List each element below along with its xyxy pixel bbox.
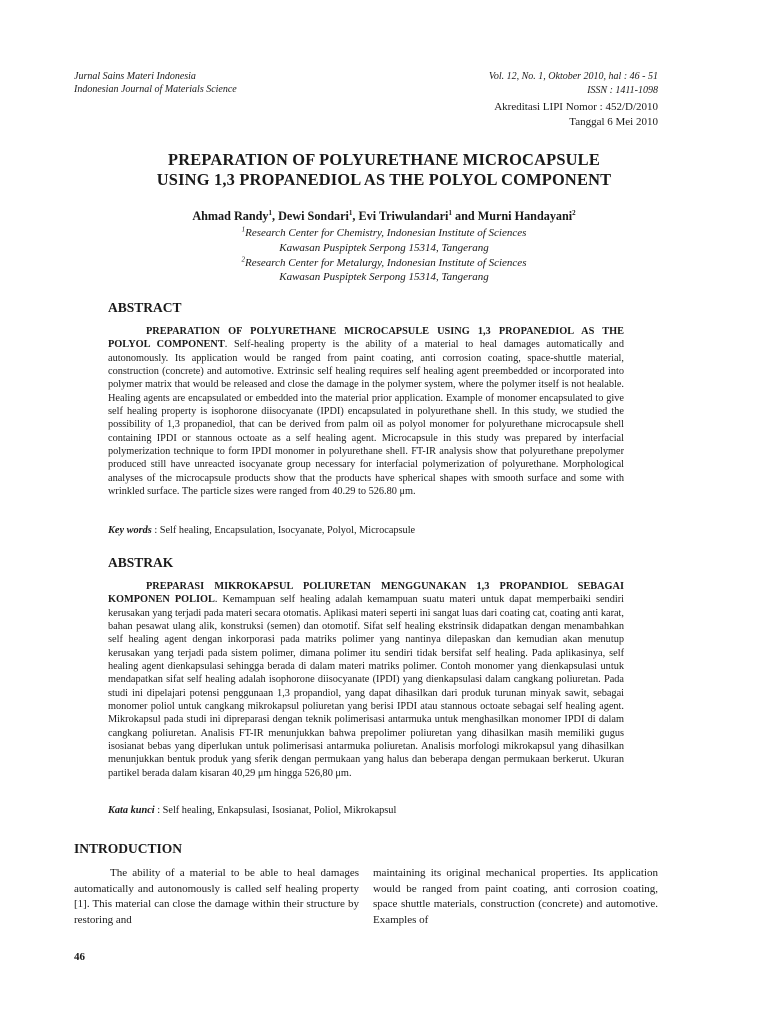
kata-kunci-text: : Self healing, Enkapsulasi, Isosianat, Poliol, Mikrokapsul [154, 805, 397, 816]
author: Evi Triwulandari$^1$ and [358, 208, 478, 223]
journal-name-en: Indonesian Journal of Materials Science [74, 84, 237, 95]
abstrak-lead: PREPARASI MIKROKAPSUL POLIURETAN MENGGUNAKAN 1,3 PROPANDIOL SEBAGAI KOMPONEN POLIOL [108, 581, 624, 606]
keywords-text: : Self healing, Encapsulation, Isocyanate, Polyol, Microcapsule [151, 525, 416, 536]
keywords [108, 524, 624, 537]
issn: ISSN : 1411-1098 [587, 84, 658, 96]
introduction-column-right: maintaining its original mechanical properties. Its application would be ranged from paint coating, anti corrosion coating, space shuttle materials, construction (concrete) and automotive. Examples of [373, 867, 658, 926]
title-line-1: PREPARATION OF POLYURETHANE MICROCAPSULE [168, 150, 600, 169]
journal-name-id: Jurnal Sains Materi Indonesia [74, 71, 196, 82]
affiliation-2: $^2$Research Center for Metalurgy, Indonesian Institute of Sciences [241, 254, 527, 269]
abstract-lead: PREPARATION OF POLYURETHANE MICROCAPSULE USING 1,3 PROPANEDIOL AS THE POLYOL COMPONENT [108, 326, 624, 351]
journal-name [74, 70, 237, 96]
abstract-heading: ABSTRACT [108, 300, 182, 315]
accreditation: Akreditasi LIPI Nomor : 452/D/2010 [494, 101, 658, 113]
author: Murni Handayani$^2$ [477, 208, 576, 223]
abstract-text: . Self-healing property is the ability of a material to heal damages automatically and autonomously. Its application would be ranged from paint coating, anti corrosion coating, space-shuttle material, construction (concrete) and automotive. Extrinsic self healing requires self healing agent preembedded or incorporated into polymer matrix that would be released and close the damage in the polymer system, where the polymer itself is not healable. Healing agents are encapsulated or embedded into the material prior application. Example of monomer encapsulated to give self healing property is isophorone diisocyanate (IPDI) encapsulated in polyurethane shell. In this study, we studied the possibility of 1,3 propanediol, that can be derived from palm oil as polyol monomer for polyurethane microcapsule shell containing IPDI or stannous octoate as a self healing agent. Microcapsule in this study was prepared by interfacial polymerization technique to form IPDI monomer in polyurethane shell. FT-IR analysis show that polyurethane prepolymer produced still have unreacted isocyanate group necessary for interfacial polymerization of polyurethane. Morphological analyses of the microcapsule products show that the products have spherical shapes with smooth surface and some with wrinkled surface. The particle sizes were ranged from 40.29 to 526.80 μm. [108, 339, 624, 498]
kata-kunci-label: Kata kunci [108, 805, 155, 816]
abstrak-heading: ABSTRAK [108, 555, 174, 570]
affiliations [0, 226, 768, 285]
paper-title [0, 150, 768, 190]
affiliation-1-address: Kawasan Puspiptek Serpong 15314, Tangerang [279, 241, 489, 254]
abstrak-text: . Kemampuan self healing adalah kemampuan suatu materi untuk dapat memperbaiki sendiri kerusakan yang terjadi pada materi secara otomatis. Aplikasi materi seperti ini sangat luas dari coating cat, coating anti karat, bahan pesawat ulang alik, konstruksi (semen) dan otomotif. Sifat self healing ekstrinsik didapatkan dengan menambahkan self healing agent dengan inkorporasi pada matriks polimer yang nantinya dilepaskan dan kemudian akan menutup kerusakan yang terjadi pada sistem polimer, dimana polimer itu sendiri tidak bersifat self healing. Pada aplikasinya, self healing agent dienkapsulasi sehingga berada di dalam materi matriks polimer. Contoh monomer yang dienkapsulasi untuk mendapatkan sifat self healing adalah isophorone diisocyanate (IPDI) yang dienkapsulasi dalam cangkang poliuretan. Pada studi ini dipelajari potensi penggunaan 1,3 propandiol, yang dapat dihasilkan dari produk turunan minyak sawit, sebagai monomer poliol untuk cangkang mikrokapsul poliuretan yang berisi IPDI atau stannous octoate sebagai self healing agent. Mikrokapsul pada studi ini dipreparasi dengan teknik polimerisasi antarmuka untuk menghasilkan monomer IPDI di dalam cangkang poliuretan. Analisis FT-IR menunjukkan bahwa prepolimer poliuretan yang dihasilkan masih memiliki gugus isosianat bebas yang diperlukan untuk polimerisasi antarmuka poliuretan. Analisis morfologi mikrokapsul yang dihasilkan menunjukkan bentuk produk yang sferik dengan permukaan yang halus dan beberapa dengan permukaan berkerut. Ukuran partikel berada dalam kisaran 40,29 μm hingga 526,80 μm. [108, 594, 624, 779]
keywords-label: Key words [108, 525, 152, 536]
introduction-heading: INTRODUCTION [74, 841, 183, 856]
introduction-column-left [74, 866, 359, 928]
volume-info: Vol. 12, No. 1, Oktober 2010, hal : 46 - 51 [488, 71, 658, 82]
abstrak-body [108, 580, 624, 780]
abstract-body [108, 325, 624, 498]
affiliation-2-address: Kawasan Puspiptek Serpong 15314, Tangerang [279, 271, 489, 284]
kata-kunci [108, 804, 624, 817]
journal-meta [489, 70, 658, 130]
accreditation-date: Tanggal 6 Mei 2010 [569, 116, 658, 128]
author-list [0, 209, 768, 224]
author: Ahmad Randy$^1$, [192, 208, 279, 223]
introduction-text-left: The ability of a material to be able to heal damages automatically and autonomously is called self healing property [1]. This material can close the damage within their structure by restoring and [74, 867, 359, 926]
author: Dewi Sondari$^1$, [278, 208, 359, 223]
page-number: 46 [74, 951, 85, 963]
title-line-2: USING 1,3 PROPANEDIOL AS THE POLYOL COMPONENT [156, 170, 612, 189]
affiliation-1: $^1$Research Center for Chemistry, Indonesian Institute of Sciences [241, 225, 527, 239]
